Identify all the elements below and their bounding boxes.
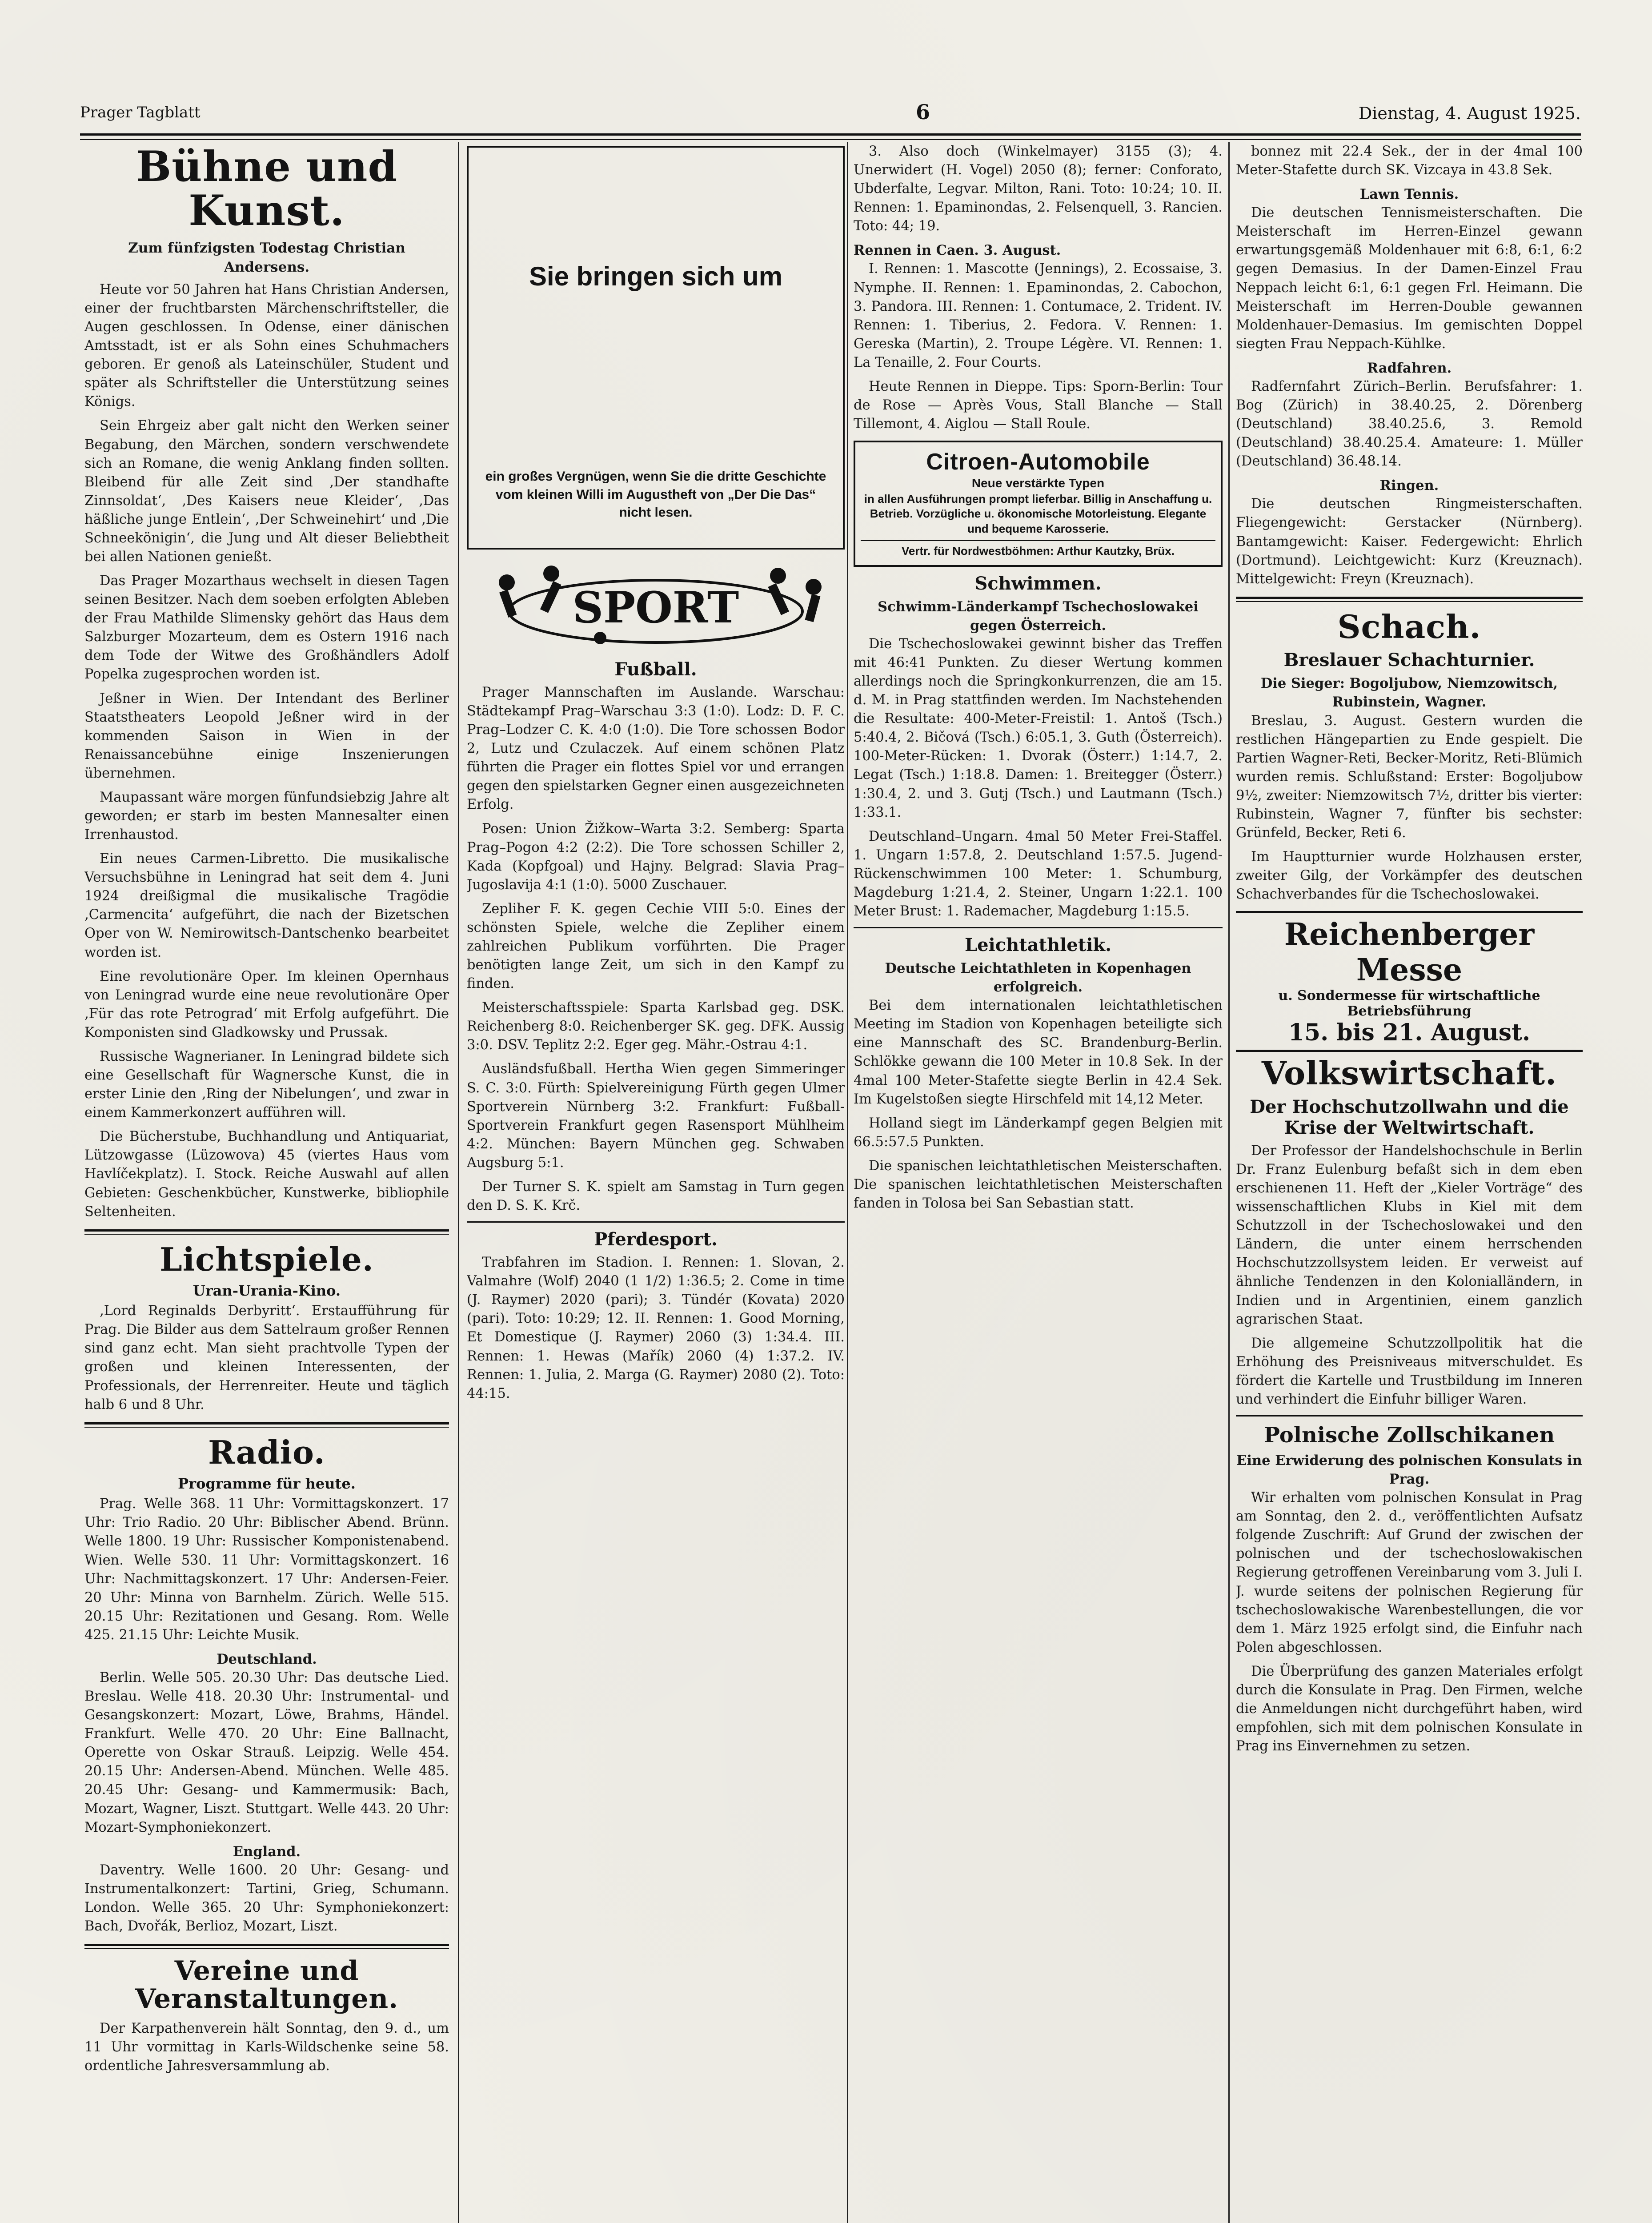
ad-headline: Reichenberger Messe <box>1284 917 1535 988</box>
article-body <box>467 1253 845 1403</box>
radio-region: England. <box>233 1843 301 1860</box>
section-title-volkswirtschaft: Volkswirtschaft. <box>1261 1054 1557 1092</box>
cinema-name: Uran-Urania-Kino. <box>192 1282 341 1300</box>
ad-text: in allen Ausführungen prompt lieferbar. Billig in Anschaffung u. Betrieb. Vorzügliche u. ökonomische Motorleistung. Elegante und bequeme Karosserie. <box>864 492 1212 536</box>
article-paragraph: Heute Rennen in Dieppe. Tips: Sporn-Berlin: Tour de Rose — Après Vous, Stall Blanche — Stall Tillemont, 4. Aiglou — Stall Roule. <box>854 378 1223 432</box>
section-rule <box>1236 597 1583 602</box>
column-1 <box>84 142 449 2223</box>
article-body <box>1236 674 1583 904</box>
section-title-lichtspiele: Lichtspiele. <box>160 1240 374 1278</box>
section-rule <box>84 1422 449 1428</box>
article-paragraph: Wir erhalten vom polnischen Konsulat in Prag am Sonntag, den 2. d., veröffentlichten Aufsatz folgende Zuschrift: Auf Grund der zwischen der polnischen und der tschechoslowakischen Regierung getroffenen Vereinbarung vom 3. Juli I. J. wurde seitens der polnischen Regierung für tschechoslowakische Warenbestellungen, die vor dem 1. März 1925 erfolgt sind, die Einfuhr nach Polen abgeschlossen. <box>1236 1490 1583 1655</box>
article-paragraph: I. Rennen: 1. Mascotte (Jennings), 2. Ecossaise, 3. Nymphe. II. Rennen: 1. Epaminondas, 2. Cabochon, 3. Pandora. III. Rennen: 1. Contumace, 2. Trident. IV. Rennen: 1. Tiberius, 2. Fedora. V. Rennen: 1. Gereska (Martin), 2. Troupe Légère. VI. Rennen: 1. La Tenaille, 2. Four Courts. <box>854 261 1223 370</box>
article-body <box>467 683 845 1215</box>
section-title-pferdesport: Pferdesport. <box>594 1229 718 1250</box>
article-paragraph: Trabfahren im Stadion. I. Rennen: 1. Slovan, 2. Valmahre (Wolf) 2040 (1 1/2) 1:36.5; 2. Come in time (J. Raymer) 2020 (pari); 3. Tündér (Kovata) 2020 (pari). Toto: 10:29; 12. II. Rennen: 1. Good Morning, Et Domestique (J. Raymer) 2060 (3) 1:34.4. III. Rennen: 1. Hewas (Mařík) 2060 (4) 1:37.2. IV. Rennen: 1. Julia, 2. Marga (G. Raymer) 2080 (2). Toto: 44:15. <box>467 1255 845 1401</box>
article-heading: Zum fünfzigsten Todestag Christian Andersens. <box>128 240 405 276</box>
section-title-schach: Schach. <box>1337 607 1481 646</box>
article-heading: Ringen. <box>1379 478 1439 494</box>
article-heading: Die Sieger: Bogoljubow, Niemzowitsch, Rubinstein, Wagner. <box>1260 675 1558 710</box>
article-paragraph: ‚Lord Reginalds Derbyritt‘. Erstaufführung für Prag. Die Bilder aus dem Sattelraum großer Rennen sind ganz echt. Man sieht prachtvolle Typen der großen und kleinen Interessenten, der Professionals, der Herrenreiter. Heute und täglich halb 6 und 8 Uhr. <box>84 1303 449 1412</box>
article-paragraph: Radfernfahrt Zürich–Berlin. Berufsfahrer: 1. Bog (Zürich) in 38.40.25, 2. Dörenberg (Deutschland) 38.40.25.6, 3. Remold (Deutschland) 38.40.25.4. Amateure: 1. Müller (Deutschland) 36.48.14. <box>1236 378 1583 469</box>
column-4 <box>1236 142 1583 2223</box>
column-divider <box>847 142 848 2223</box>
sport-logo-text: SPORT <box>572 582 739 633</box>
article-body <box>84 1302 449 1414</box>
article-paragraph: Die Tschechoslowakei gewinnt bisher das Treffen mit 46:41 Punkten. Zu dieser Wertung kommen allerdings noch die Springkonkurrenzen, die am 15. d. M. in Prag stattfinden werden. Im Nachstehenden die Resultate: 400-Meter-Freistil: 1. Antoš (Tsch.) 5:40.4, 2. Bičová (Tsch.) 6:05.1, 3. Guth (Österreich). 100-Meter-Rücken: 1. Dvorak (Österr.) 1:14.7, 2. Legat (Tsch.) 1:18.8. Damen: 1. Breitegger (Österr.) 1:30.4, 2. und 3. Gutj (Tsch.) und Lautmann (Tsch.) 1:33.1. <box>854 636 1223 820</box>
article-heading: Lawn Tennis. <box>1359 186 1459 203</box>
article-paragraph: Prag. Welle 368. 11 Uhr: Vormittagskonzert. 17 Uhr: Trio Radio. 20 Uhr: Biblischer Abend. Brünn. Welle 1800. 19 Uhr: Russischer Komponistenabend. Wien. Welle 530. 11 Uhr: Vormittagskonzert. 16 Uhr: Nachmittagskonzert. 17 Uhr: Andersen-Feier. 20 Uhr: Minna von Barnhelm. Zürich. Welle 515. 20.15 Uhr: Rezitationen und Gesang. Rom. Welle 425. 21.15 Uhr: Leichte Musik. <box>84 1496 449 1643</box>
paper-name: Prager Tagblatt <box>80 104 200 121</box>
article-paragraph: Die Überprüfung des ganzen Materiales erfolgt durch die Konsulate in Prag. Den Firmen, welche die Anmeldungen nicht durchgeführt haben, wird empfohlen, sich mit dem polnischen Konsulate in Prag ins Einvernehmen zu setzen. <box>1236 1663 1583 1754</box>
article-paragraph: Die deutschen Ringmeisterschaften. Fliegengewicht: Gerstacker (Nürnberg). Bantamgewicht: Kaiser. Federgewicht: Ehrlich (Dortmund). Leichtgewicht: Kurz (Kreuznach). Mittelgewicht: Freyn (Kreuznach). <box>1236 496 1583 587</box>
section-title-buehne: Bühne und Kunst. <box>136 142 398 235</box>
article-body <box>854 959 1223 1213</box>
ad-headline: Sie bringen sich um <box>529 261 783 291</box>
article-body <box>854 598 1223 921</box>
ad-headline: Citroen-Automobile <box>926 449 1150 475</box>
column-divider <box>458 142 459 2223</box>
article-heading: Der Hochschutzollwahn und die Krise der Weltwirtschaft. <box>1250 1096 1569 1138</box>
article-paragraph: Maupassant wäre morgen fünfundsiebzig Jahre alt geworden; er starb im besten Mannesalter einen Irrenhaustod. <box>84 789 449 843</box>
article-body <box>1236 1451 1583 1756</box>
article-paragraph: Die Bücherstube, Buchhandlung und Antiquariat, Lützowgasse (Lüzowova) 45 (viertes Haus vom Havlíčekplatz). I. Stock. Reiche Auswahl auf allen Gebieten: Geschenkbücher, Kunstwerke, bibliophile Seltenheiten. <box>84 1129 449 1220</box>
ad-subheadline: u. Sondermesse für wirtschaftliche Betriebsführung <box>1278 988 1540 1019</box>
section-rule <box>467 1221 845 1223</box>
column-divider <box>1228 142 1230 2223</box>
advertisement-citroen <box>854 441 1223 567</box>
section-title-schwimmen: Schwimmen. <box>974 573 1102 594</box>
article-heading: Eine Erwiderung des polnischen Konsulats in Prag. <box>1236 1453 1582 1488</box>
article-paragraph: Der Turner S. K. spielt am Samstag in Turn gegen den D. S. K. Krč. <box>467 1179 845 1214</box>
article-paragraph: bonnez mit 22.4 Sek., der in der 4mal 100 Meter-Stafette durch SK. Vizcaya in 43.8 Sek. <box>1236 144 1583 178</box>
column-2 <box>467 142 845 2223</box>
article-body <box>84 2019 449 2075</box>
radio-subtitle: Programme für heute. <box>178 1475 356 1493</box>
article-paragraph: Daventry. Welle 1600. 20 Uhr: Gesang- und Instrumentalkonzert: Tartini, Grieg, Schumann. London. Welle 365. 20 Uhr: Symphoniekonzert: Bach, Dvořák, Berlioz, Mozart, Liszt. <box>84 1862 449 1934</box>
article-paragraph: Bei dem internationalen leichtathletischen Meeting im Stadion von Kopenhagen beteiligte sich eine Mannschaft des SC. Brandenburg-Berlin. Schlökke gewann die 100 Meter in 10.8 Sek. In der 4mal 100 Meter-Stafette siegte Berlin in 42.4 Sek. Im Kugelstoßen siegte Hirschfeld mit 14,12 Meter. <box>854 998 1223 1107</box>
article-heading: Deutsche Leichtathleten in Kopenhagen erfolgreich. <box>885 960 1191 995</box>
advertisement-der-die-das <box>467 146 845 550</box>
ad-dates: 15. bis 21. August. <box>1288 1019 1531 1047</box>
section-rule <box>854 927 1223 928</box>
article-paragraph: Im Hauptturnier wurde Holzhausen erster, zweiter Gilg, der Vorkämpfer des deutschen Schachverbandes für die Tschechoslowakei. <box>1236 849 1583 903</box>
article-heading: Schwimm-Länderkampf Tschechoslowakei gegen Österreich. <box>878 598 1199 634</box>
article-body <box>1236 142 1583 589</box>
article-body <box>84 1495 449 1936</box>
section-title-leichtathletik: Leichtathletik. <box>964 935 1112 956</box>
header-rule <box>80 133 1581 140</box>
page-header <box>80 100 1581 131</box>
section-rule <box>1236 1415 1583 1416</box>
article-paragraph: Der Karpathenverein hält Sonntag, den 9. d., um 11 Uhr vormittag in Karls-Wildschenke seine 58. ordentliche Jahresversammlung ab. <box>84 2021 449 2074</box>
article-paragraph: Berlin. Welle 505. 20.30 Uhr: Das deutsche Lied. Breslau. Welle 418. 20.30 Uhr: Instrumental- und Gesangskonzert: Mozart, Löwe, Brahms, Händel. Frankfurt. Welle 470. 20 Uhr: Eine Ballnacht, Operette von Oskar Strauß. Leipzig. Welle 454. 20.15 Uhr: Andersen-Abend. München. Welle 485. 20.45 Uhr: Gesang- und Kammermusik: Bach, Mozart, Wagner, Liszt. Stuttgart. Welle 443. 20 Uhr: Mozart-Symphoniekonzert. <box>84 1670 449 1835</box>
article-paragraph: Deutschland–Ungarn. 4mal 50 Meter Frei-Staffel. 1. Ungarn 1:57.8, 2. Deutschland 1:57.5. Jugend-Rückenschwimmen 100 Meter: 1. Schumburg, Magdeburg 1:21.4, 2. Steiner, Ungarn 1:22.1. 100 Meter Brust: 1. Rademacher, Magdeburg 1:15.5. <box>854 828 1223 919</box>
advertisement-reichenberger-messe <box>1236 911 1583 1052</box>
article-paragraph: Sein Ehrgeiz aber galt nicht den Werken seiner Begabung, den Märchen, sondern verschwendete sich an Romane, die wenig Anklang finden sollten. Bleibend für alle Zeit sind ‚Der standhafte Zinnsoldat‘, ‚Des Kaisers neue Kleider‘, ‚Das häßliche junge Entlein‘, ‚Der Schweinehirt‘ und ‚Die Schneekönigin‘, die Jung und Alt dieser Beliebtheit bei allen Nationen genießt. <box>84 418 449 565</box>
schach-subtitle: Breslauer Schachturnier. <box>1283 650 1535 671</box>
article-heading: Rennen in Caen. 3. August. <box>854 242 1061 259</box>
article-paragraph: Die spanischen leichtathletischen Meisterschaften. Die spanischen leichtathletischen Meisterschaften fanden in Tolosa bei San Sebastian statt. <box>854 1158 1223 1212</box>
sport-section-logo <box>467 556 845 654</box>
article-paragraph: Heute vor 50 Jahren hat Hans Christian Andersen, einer der fruchtbarsten Märchenschriftsteller, die Augen geschlossen. In Odense, einer dänischen Amtsstadt, ist er als Sohn eines Schuhmachers geboren. Er genoß als Lateinschüler, Student und später als Schriftsteller die Unterstützung seines Königs. <box>84 281 449 410</box>
article-title-polnische: Polnische Zollschikanen <box>1263 1423 1555 1448</box>
article-paragraph: Ein neues Carmen-Libretto. Die musikalische Versuchsbühne in Leningrad hat seit dem 4. Juni 1924 dreißigmal die musikalische Tragödie ‚Carmencita‘ aufgeführt, die nach der Bizetschen Oper von W. Nemirowitsch-Dantschenko bearbeitet worden ist. <box>84 851 449 960</box>
article-body <box>854 142 1223 433</box>
article-paragraph: Prager Mannschaften im Auslande. Warschau: Städtekampf Prag–Warschau 3:3 (1:0). Lodz: D. F. C. Prag–Lodzer C. K. 4:0 (1:0). Die Tore schossen Bodor 2, Lutz und Czulaczek. Auf einem schönen Platz führten die Prager ein flottes Spiel vor und errangen gegen den spielstarken Gegner einen ausgezeichneten Erfolg. <box>467 685 845 813</box>
article-heading: Radfahren. <box>1367 360 1452 376</box>
section-title-vereine: Vereine und Veranstaltungen. <box>135 1955 399 2015</box>
article-paragraph: Eine revolutionäre Oper. Im kleinen Opernhaus von Leningrad wurde eine neue revolutionäre Oper ‚Für das rote Petrograd‘ mit Erfolg aufgeführt. Die Komponisten sind Gladkowsky und Prussak. <box>84 968 449 1040</box>
article-paragraph: Die allgemeine Schutzzollpolitik hat die Erhöhung des Preisniveaus mitverschuldet. Es fördert die Kartelle und Trustbildung im Inneren und verhindert die Einfuhr billiger Waren. <box>1236 1335 1583 1407</box>
radio-region: Deutschland. <box>217 1651 317 1667</box>
ad-text: ein großes Vergnügen, wenn Sie die dritte Geschichte vom kleinen Willi im Augustheft von „Der Die Das“ nicht lesen. <box>485 469 826 520</box>
ad-dealer: Vertr. für Nordwestböhmen: Arthur Kautzky, Brüx. <box>861 540 1215 559</box>
article-paragraph: Breslau, 3. August. Gestern wurden die restlichen Hängepartien zu Ende gespielt. Die Partien Wagner-Reti, Becker-Moritz, Reti-Blümich wurden remis. Schlußstand: Erster: Bogoljubow 9½, zweiter: Niemzowitsch 7½, dritter bis vierter: Rubinstein, Wagner 7, fünfter bis sechster: Grünfeld, Becker, Reti 6. <box>1236 713 1583 841</box>
article-body <box>1236 1142 1583 1409</box>
article-paragraph: Jeßner in Wien. Der Intendant des Berliner Staatstheaters Leopold Jeßner wird in der kommenden Saison in Wien in der Renaissancebühne einige Inszenierungen übernehmen. <box>84 690 449 781</box>
sport-logo-illustration <box>467 556 845 654</box>
article-paragraph: Holland siegt im Länderkampf gegen Belgien mit 66.5:57.5 Punkten. <box>854 1115 1223 1150</box>
section-rule <box>84 1944 449 1949</box>
section-rule <box>84 1229 449 1235</box>
article-paragraph: Meisterschaftsspiele: Sparta Karlsbad geg. DSK. Reichenberg 8:0. Reichenberger SK. geg. DFK. Aussig 3:0. DSV. Teplitz 2:2. Eger geg. Mähr.-Ostrau 4:1. <box>467 1000 845 1053</box>
section-title-radio: Radio. <box>208 1433 325 1471</box>
column-3 <box>854 142 1223 2223</box>
article-paragraph: 3. Also doch (Winkelmayer) 3155 (3); 4. Unerwidert (H. Vogel) 2050 (8); ferner: Conforato, Ubderfalte, Legvar. Milton, Rani. Toto: 10:24; 10. II. Rennen: 1. Epaminondas, 2. Felsenquell, 3. Rancien. Toto: 44; 19. <box>854 144 1223 234</box>
section-title-fussball: Fußball. <box>614 659 697 680</box>
article-paragraph: Das Prager Mozarthaus wechselt in diesen Tagen seinen Besitzer. Nach dem soeben erfolgten Ableben der Frau Mathilde Slimensky gehört das Haus dem Salzburger Mozarteum, dem es Ostern 1916 nach dem Tode der Witwe des Großhändlers Adolf Popelka zugesprochen worden ist. <box>84 573 449 682</box>
article-paragraph: Ausländsfußball. Hertha Wien gegen Simmeringer S. C. 3:0. Fürth: Spielvereinigung Fürth gegen Ulmer Sportverein Nürnberg 3:2. Frankfurt: Fußball-Sportverein Frankfurt gegen Rasensport Mühlheim 4:2. München: Bayern München geg. Schwaben Augsburg 5:1. <box>467 1061 845 1171</box>
article-paragraph: Zepliher F. K. gegen Cechie VIII 5:0. Eines der schönsten Spiele, welche die Zepliher einem zahlreichen Publikum vorführten. Die Prager benötigten lange Zeit, um sich in den Kampf zu finden. <box>467 901 845 992</box>
page-number: 6 <box>916 100 930 124</box>
article-paragraph: Russische Wagnerianer. In Leningrad bildete sich eine Gesellschaft für Wagnersche Kunst, die in erster Linie den ‚Ring der Nibelungen‘, und zwar in einem Kammerkonzert aufführen will. <box>84 1048 449 1121</box>
ad-subheadline: Neue verstärkte Typen <box>971 476 1105 490</box>
article-body <box>84 239 449 1221</box>
article-paragraph: Der Professor der Handelshochschule in Berlin Dr. Franz Eulenburg befaßt sich in dem eben erschienenen 11. Heft der „Kieler Vorträge“ des wissenschaftlichen Klubs in Kiel mit dem Schutzzoll in der Tschechoslowakei und den Ländern, die unter einem herrschenden Hochschutzzollsystem leiden. Er verweist auf ähnliche Tendenzen in den Kolonialländern, in Indien und in Argentinien, einem ganzlich agrarischen Staat. <box>1236 1143 1583 1327</box>
issue-date: Dienstag, 4. August 1925. <box>1358 104 1581 123</box>
article-paragraph: Die deutschen Tennismeisterschaften. Die Meisterschaft im Herren-Einzel gewann erwartungsgemäß Moldenhauer mit 6:8, 6:1, 6:2 gegen Demasius. In der Damen-Einzel Frau Neppach leicht 6:1, 6:1 gegen Frl. Heimann. Die Meisterschaft im Herren-Double gewannen Moldenhauer-Demasius. Im gemischten Doppel siegten Frau Neppach-Kühlke. <box>1236 205 1583 352</box>
article-paragraph: Posen: Union Žižkow–Warta 3:2. Semberg: Sparta Prag–Pogon 4:2 (2:2). Die Tore schossen Schiller 2, Kada (Kopfgoal) und Hajny. Belgrad: Slavia Prag–Jugoslavija 4:1 (1:0). 5000 Zuschauer. <box>467 821 845 893</box>
